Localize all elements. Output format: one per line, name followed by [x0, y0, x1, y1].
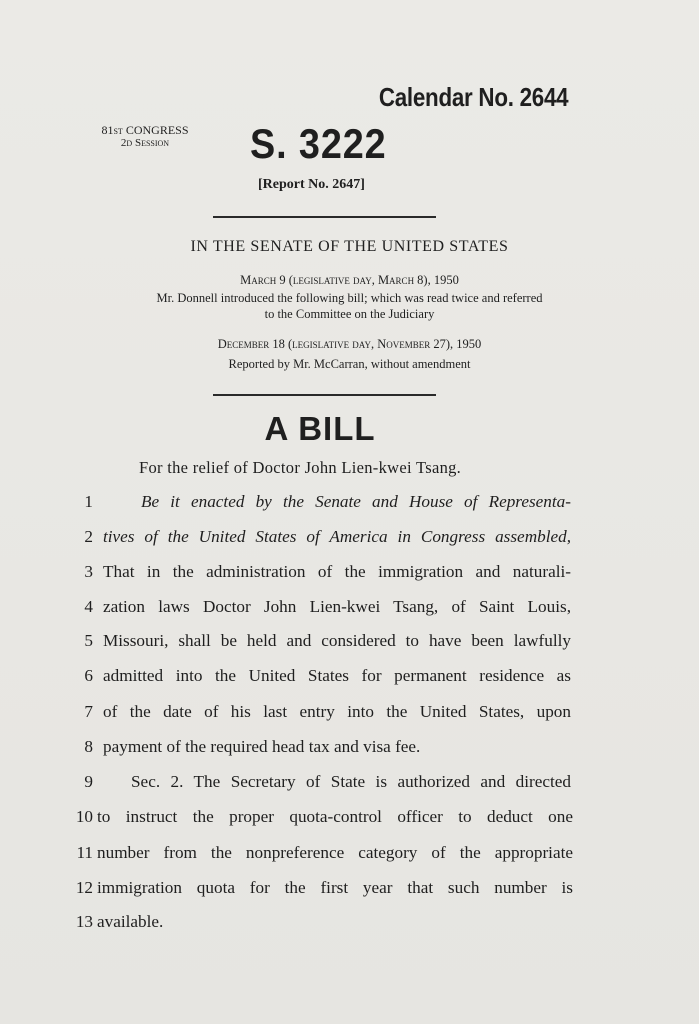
line-text: Sec. 2. The Secretary of State is authorized and directed	[131, 772, 571, 791]
line-number: 7	[84, 702, 93, 721]
bill-line	[0, 631, 699, 661]
bill-line	[0, 912, 699, 942]
bill-line	[0, 843, 699, 873]
line-text: zation laws Doctor John Lien-kwei Tsang, of Saint Louis,	[103, 597, 571, 616]
line-number: 10	[75, 807, 93, 826]
line-number: 8	[84, 737, 93, 756]
line-text: immigration quota for the first year that such number is	[97, 878, 573, 897]
bill-line	[0, 527, 699, 557]
line-text: number from the nonpreference category of the appropriate	[97, 843, 573, 862]
line-number: 11	[76, 843, 93, 862]
line-number: 6	[84, 666, 93, 685]
introduction-date: March 9 (legislative day, March 8), 1950	[240, 273, 459, 287]
relief-title: For the relief of Doctor John Lien-kwei Tsang.	[139, 458, 462, 477]
introduction-text-2: to the Committee on the Judiciary	[264, 307, 435, 321]
bill-number: S. 3222	[250, 120, 387, 167]
line-number: 4	[84, 597, 93, 616]
line-number: 13	[75, 912, 93, 931]
bill-line	[0, 597, 699, 627]
line-number: 12	[75, 878, 93, 897]
bill-line	[0, 666, 699, 696]
bill-line	[0, 492, 699, 522]
line-number: 1	[84, 492, 93, 511]
bill-line	[0, 772, 699, 802]
line-number: 2	[84, 527, 93, 546]
line-text: admitted into the United States for permanent residence as	[103, 666, 571, 685]
congress-label: 81st CONGRESS	[101, 123, 189, 137]
line-text: available.	[97, 912, 164, 931]
line-number: 3	[84, 562, 93, 581]
line-text: to instruct the proper quota-control officer to deduct one	[97, 807, 573, 826]
line-number: 5	[84, 631, 93, 650]
line-number: 9	[84, 772, 93, 791]
session-label: 2d Session	[120, 137, 170, 149]
line-text: tives of the United States of America in Congress assembled,	[103, 527, 571, 546]
line-text: of the date of his last entry into the United States, upon	[103, 702, 571, 721]
reported-text: Reported by Mr. McCarran, without amendment	[228, 357, 471, 371]
bill-line	[0, 737, 699, 767]
bill-line	[0, 702, 699, 732]
introduction-text-1: Mr. Donnell introduced the following bill; which was read twice and referred	[156, 291, 543, 305]
top-divider	[213, 216, 436, 218]
line-text: That in the administration of the immigration and naturali-	[103, 562, 571, 581]
reported-date: December 18 (legislative day, November 27), 1950	[217, 337, 482, 351]
congress-session	[80, 124, 210, 150]
report-number: [Report No. 2647]	[258, 177, 365, 192]
bill-heading: A BILL	[264, 410, 376, 447]
line-text: payment of the required head tax and visa fee.	[103, 737, 421, 756]
bill-line	[0, 878, 699, 908]
senate-heading: IN THE SENATE OF THE UNITED STATES	[190, 238, 509, 255]
line-text: Be it enacted by the Senate and House of Representa-	[141, 492, 571, 511]
line-text: Missouri, shall be held and considered to have been lawfully	[103, 631, 571, 650]
calendar-number: Calendar No. 2644	[378, 82, 568, 112]
middle-divider	[213, 394, 436, 396]
bill-line	[0, 562, 699, 592]
bill-line	[0, 807, 699, 837]
